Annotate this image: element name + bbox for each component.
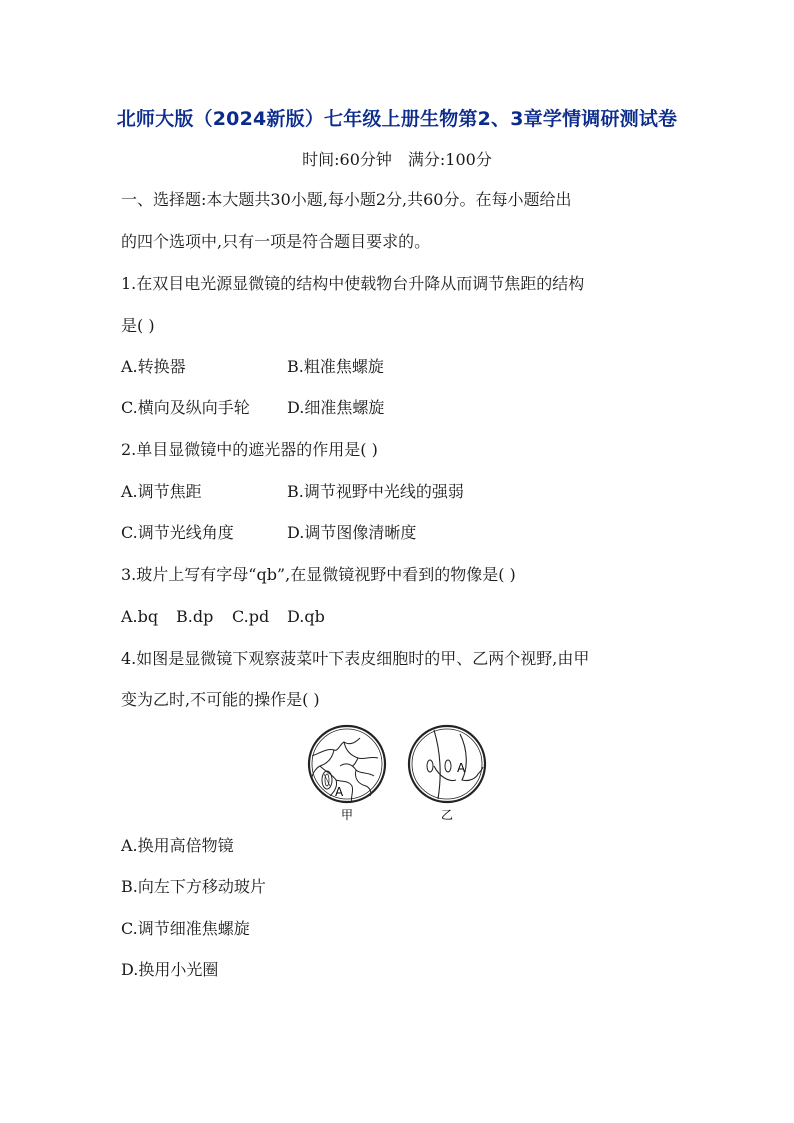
marker-a-yi: A	[457, 761, 466, 775]
question-1-option-b: B.粗准焦螺旋	[287, 357, 384, 376]
question-2-option-d: D.调节图像清晰度	[287, 523, 417, 542]
question-2-stem: 2.单目显微镜中的遮光器的作用是( )	[121, 440, 378, 459]
question-1-option-c: C.横向及纵向手轮	[121, 398, 250, 417]
question-3-stem: 3.玻片上写有字母“qb”,在显微镜视野中看到的物像是( )	[121, 565, 516, 584]
marker-a-jia: A	[335, 785, 344, 799]
caption-jia: 甲	[341, 808, 354, 822]
question-4-option-b: B.向左下方移动玻片	[121, 877, 266, 896]
section-instructions-line-1: 一、选择题:本大题共30小题,每小题2分,共60分。在每小题给出	[121, 190, 572, 209]
microscope-fields-figure	[300, 722, 500, 822]
question-4-stem-line-1: 4.如图是显微镜下观察菠菜叶下表皮细胞时的甲、乙两个视野,由甲	[121, 649, 590, 668]
question-1-stem-line-2: 是( )	[121, 316, 155, 335]
question-1-option-a: A.转换器	[121, 357, 186, 376]
question-1-stem-line-1: 1.在双目电光源显微镜的结构中使载物台升降从而调节焦距的结构	[121, 274, 585, 293]
question-4-option-c: C.调节细准焦螺旋	[121, 919, 250, 938]
question-2-option-c: C.调节光线角度	[121, 523, 234, 542]
question-3-option-d: D.qb	[287, 607, 325, 626]
question-4-option-d: D.换用小光圈	[121, 960, 219, 979]
field-yi	[409, 726, 485, 822]
document-title: 北师大版（2024新版）七年级上册生物第2、3章学情调研测试卷	[116, 108, 678, 130]
question-3-option-c: C.pd	[232, 607, 270, 626]
question-4-option-a: A.换用高倍物镜	[121, 836, 234, 855]
question-1-option-d: D.细准焦螺旋	[287, 398, 385, 417]
question-2-option-b: B.调节视野中光线的强弱	[287, 482, 464, 501]
caption-yi: 乙	[441, 808, 454, 822]
exam-info: 时间:60分钟 满分:100分	[302, 150, 492, 169]
question-2-option-a: A.调节焦距	[121, 482, 202, 501]
guard-cells	[427, 760, 451, 772]
stomata-pair	[322, 771, 332, 789]
question-4-stem-line-2: 变为乙时,不可能的操作是( )	[121, 690, 320, 709]
field-jia	[309, 726, 385, 822]
question-3-option-a: A.bq	[121, 607, 159, 626]
section-instructions-line-2: 的四个选项中,只有一项是符合题目要求的。	[121, 232, 431, 251]
question-3-option-b: B.dp	[176, 607, 214, 626]
